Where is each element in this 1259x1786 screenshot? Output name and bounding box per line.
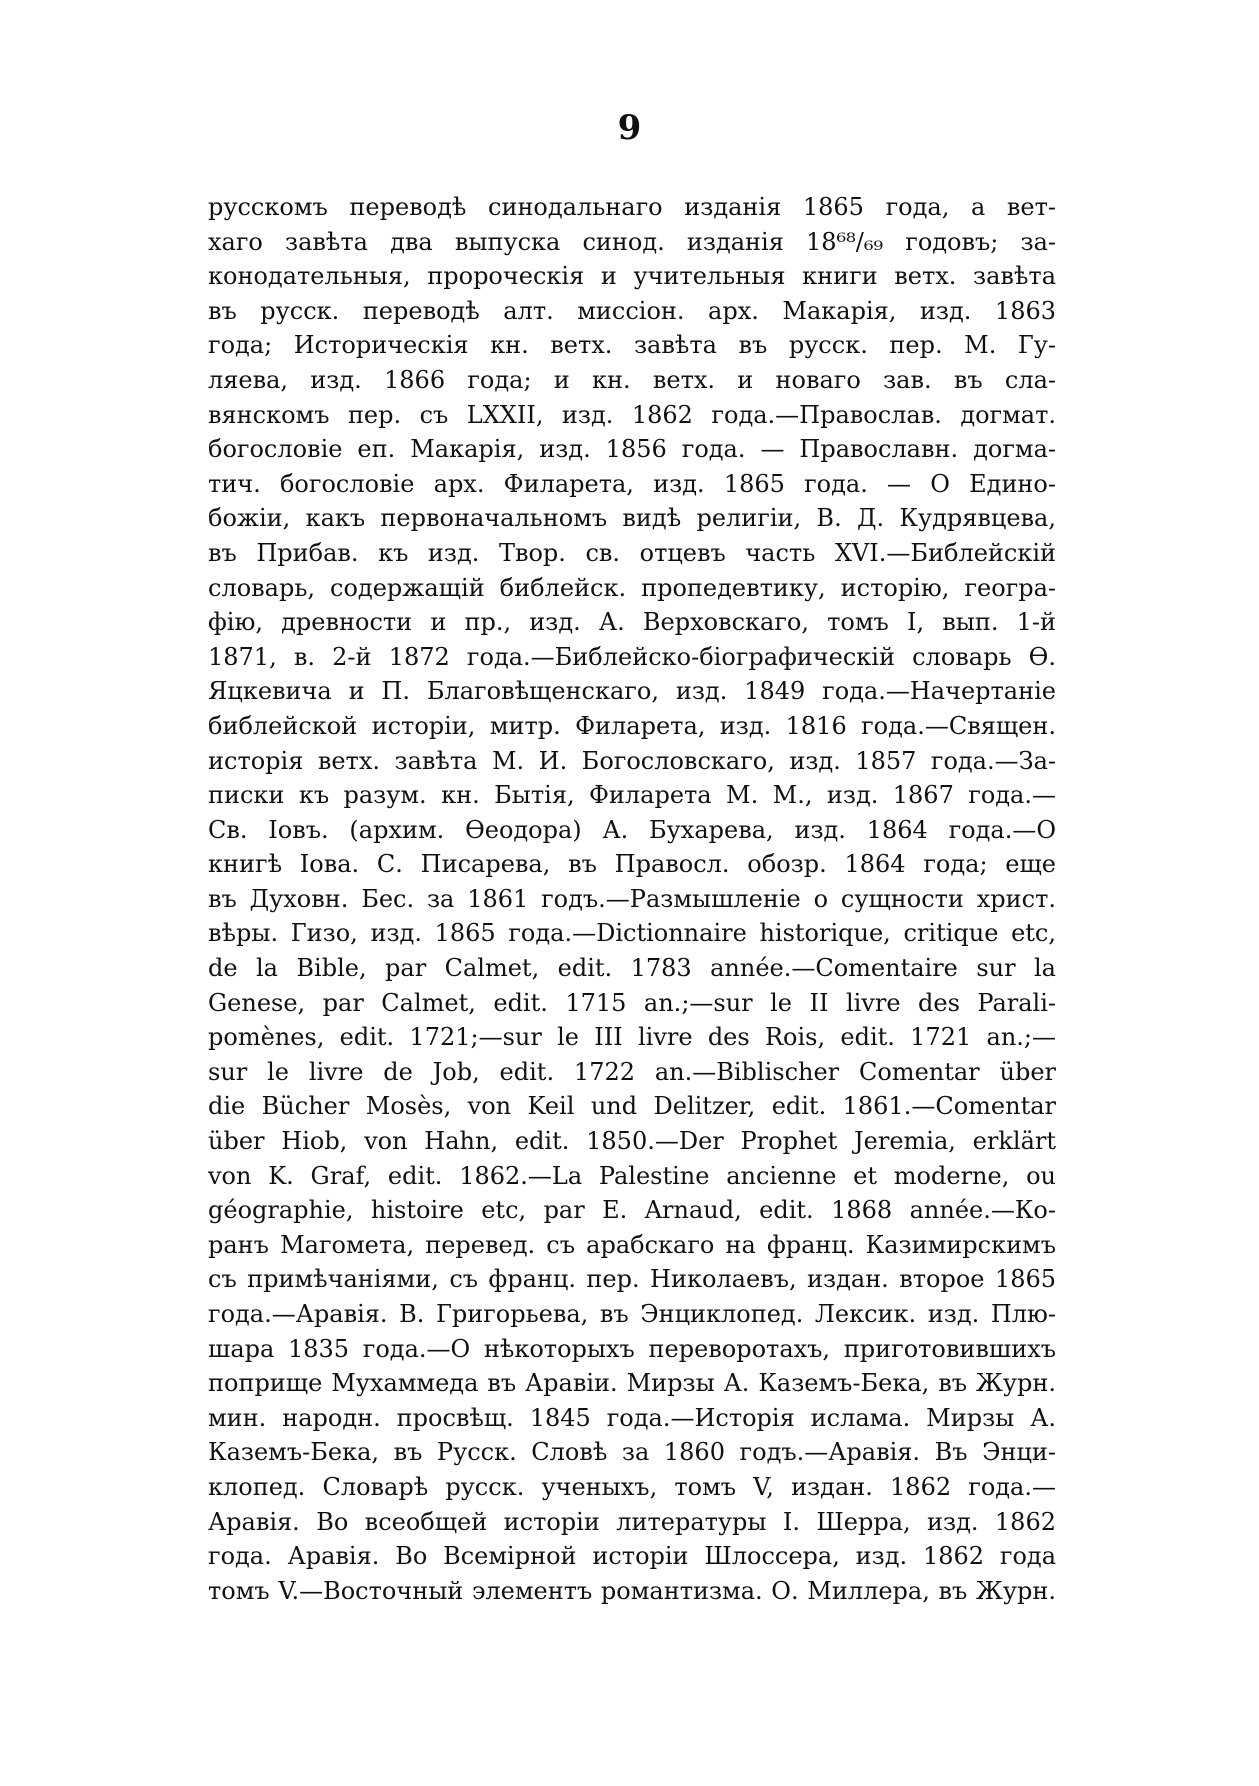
- text-line: божіи, какъ первоначальномъ видѣ религіи, В. Д. Кудрявцева,: [208, 504, 1056, 533]
- text-line: de la Bible, par Calmet, edit. 1783 année.—Comentaire sur la: [208, 954, 1056, 983]
- text-line: géographie, histoire etc, par E. Arnaud, edit. 1868 année.—Ко-: [208, 1196, 1056, 1225]
- text-line: фію, древности и пр., изд. А. Верховскаго, томъ I, вып. 1-й: [208, 608, 1056, 637]
- text-line: вянскомъ пер. съ LXXII, изд. 1862 года.—Православ. догмат.: [208, 400, 1056, 429]
- page-number: 9: [617, 108, 642, 148]
- text-line: шара 1835 года.—О нѣкоторыхъ переворотахъ, приготовившихъ: [208, 1334, 1056, 1363]
- text-line: въ русск. переводѣ алт. миссіон. арх. Макарія, изд. 1863: [208, 296, 1056, 325]
- text-line: года. Аравія. Во Всемірной исторіи Шлоссера, изд. 1862 года: [208, 1542, 1056, 1571]
- text-line: года.—Аравія. В. Григорьева, въ Энциклопед. Лексик. изд. Плю-: [208, 1300, 1056, 1328]
- text-line: Каземъ-Бека, въ Русск. Словѣ за 1860 годъ.—Аравія. Въ Энци-: [208, 1438, 1056, 1467]
- text-line: Genese, par Calmet, edit. 1715 an.;—sur le II livre des Parali-: [208, 988, 1056, 1017]
- text-line: Аравія. Во всеобщей исторіи литературы І. Шерра, изд. 1862: [208, 1507, 1056, 1536]
- text-line: клопед. Словарѣ русск. ученыхъ, томъ V, издан. 1862 года.—: [208, 1472, 1056, 1501]
- text-line: Св. Іовъ. (архим. Ѳеодора) А. Бухарева, изд. 1864 года.—О: [208, 815, 1056, 844]
- text-line: въ Прибав. къ изд. Твор. св. отцевъ часть XVI.—Библейскій: [208, 538, 1056, 567]
- text-line: томъ V.—Восточный элементъ романтизма. О. Миллера, въ Журн.: [208, 1576, 1056, 1605]
- text-line: поприще Мухаммеда въ Аравіи. Мирзы А. Каземъ-Бека, въ Журн.: [208, 1369, 1056, 1398]
- text-line: тич. богословіе арх. Филарета, изд. 1865 года. — О Едино-: [208, 469, 1056, 498]
- text-line: die Bücher Mosès, von Keil und Delitzer, edit. 1861.—Comentar: [208, 1092, 1056, 1121]
- text-line: хаго завѣта два выпуска синод. изданія 18⁶⁸/₆₉ годовъ; за-: [208, 227, 1056, 256]
- text-line: pomènes, edit. 1721;—sur le III livre des Rois, edit. 1721 an.;—: [208, 1023, 1056, 1052]
- text-line: съ примѣчаніями, съ франц. пер. Николаевъ, издан. второе 1865: [208, 1265, 1056, 1294]
- text-line: писки къ разум. кн. Бытія, Филарета М. М., изд. 1867 года.—: [208, 781, 1056, 810]
- text-line: über Hiob, von Hahn, edit. 1850.—Der Prophet Jeremia, erklärt: [208, 1127, 1056, 1156]
- text-line: словарь, содержащій библейск. пропедевтику, исторію, геогра-: [208, 573, 1056, 602]
- text-line: года; Историческія кн. ветх. завѣта въ русск. пер. М. Гу-: [208, 331, 1056, 360]
- text-line: ранъ Магомета, перевед. съ арабскаго на франц. Казимирскимъ: [208, 1230, 1056, 1259]
- text-line: книгѣ Іова. С. Писарева, въ Правосл. обозр. 1864 года; еще: [208, 850, 1056, 879]
- text-line: sur le livre de Job, edit. 1722 an.—Biblischer Comentar über: [208, 1057, 1056, 1086]
- text-line: русскомъ переводѣ синодальнаго изданія 1865 года, а вет-: [208, 193, 1056, 221]
- text-line: библейской исторіи, митр. Филарета, изд. 1816 года.—Священ.: [208, 711, 1056, 740]
- text-line: ляева, изд. 1866 года; и кн. ветх. и новаго зав. въ сла-: [208, 365, 1056, 394]
- text-line: конодательныя, пророческія и учительныя книги ветх. завѣта: [208, 262, 1056, 291]
- text-line: Яцкевича и П. Благовѣщенскаго, изд. 1849 года.—Начертаніе: [208, 677, 1056, 706]
- body-text: [208, 190, 1056, 1608]
- text-line: von K. Graf, edit. 1862.—La Palestine ancienne et moderne, ou: [208, 1161, 1056, 1190]
- text-line: исторія ветх. завѣта М. И. Богословскаго, изд. 1857 года.—За-: [208, 746, 1056, 775]
- text-line: мин. народн. просвѣщ. 1845 года.—Исторія ислама. Мирзы А.: [208, 1403, 1056, 1432]
- text-line: вѣры. Гизо, изд. 1865 года.—Dictionnaire historique, critique etc,: [208, 919, 1056, 948]
- text-line: въ Духовн. Бес. за 1861 годъ.—Размышленіе о сущности христ.: [208, 884, 1056, 913]
- text-line: богословіе еп. Макарія, изд. 1856 года. — Православн. догма-: [208, 435, 1056, 464]
- text-line: 1871, в. 2-й 1872 года.—Библейско-біографическій словарь Ѳ.: [208, 642, 1056, 671]
